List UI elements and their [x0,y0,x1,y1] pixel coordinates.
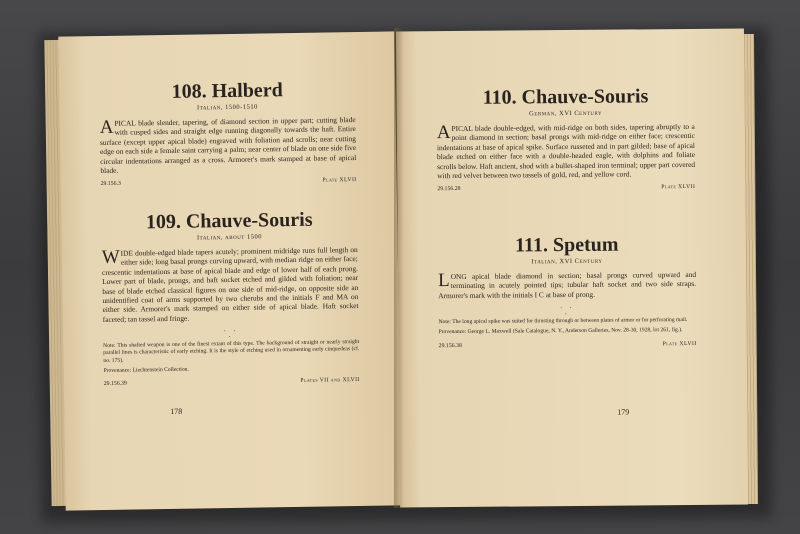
entry-body [102,245,359,324]
right-page [396,28,748,507]
drop-cap: A [99,116,114,139]
entry-note: Note: The long apical spike was suited for thrusting through or between plates of armor or for perforating mail. [438,317,688,326]
plate-reference: Plates VII and XLVII [300,377,360,384]
entry-body-text: IDE double-edged blade tapers acutely; prominent midridge runs full length on either side; long basal prongs curving upward, with median ridge on either face; crescentic indentations at base of apical blade and edge of lower half of each prong. Lower part of blade, prongs, and haft socket etched and gilded with foliation; near base of blade etched classical figures on one side of mid-ridge, on opposite side an unidentified coat of arms supported by two cherubs and the initials F and MA on either side. Armorer's mark stamped on either side of apical blade. Haft socket faceted; tan tassel and fringe. [101,244,359,324]
ornament-dots: . . . [223,325,239,340]
entry-109 [101,208,360,387]
entry-body-text: ONG apical blade diamond in section; basal prongs curved upward and terminating in acutely pointed tips; tubular haft socket and two side straps. Armorer's mark with the initials I C at base of prong. [438,269,697,300]
page-number-right: 179 [617,407,630,417]
entry-title: 110. Chauve-Souris [482,85,649,109]
entry-110 [436,85,695,193]
entry-provenance: Provenance: George L. Maxwell (Sale Catalogue, N. Y., Anderson Galleries, Nov. 28-30, 1928, lot 261, fig.). [438,327,683,336]
entry-subtitle: Italian, 1500-1510 [196,103,258,112]
reference-line [101,177,357,187]
entry-provenance: Provenance: Liechtenstein Collection. [103,366,189,374]
entry-subtitle: Italian, XVI Century [531,257,603,266]
accession-number: 29.156.38 [438,342,462,349]
entry-108 [99,78,357,187]
drop-cap: L [438,270,450,292]
entry-body [437,122,695,181]
plate-reference: Plate XLVII [661,184,696,191]
accession-number: 29.156.39 [103,380,127,388]
reference-line [104,377,360,387]
entry-note: Note: This shafted weapon is one of the finest extant of this type. The background of straight or nearly straight parallel lines is characteristic of early etching. It is the style of etching used in ornamenting early cinquedeas (cf. no. 175). [103,339,360,364]
entry-subtitle: Italian, about 1500 [196,233,263,242]
left-page [58,31,401,510]
drop-cap: A [436,122,451,144]
page-number-left: 178 [170,406,183,416]
entry-111 [438,233,697,349]
plate-reference: Plate XLVII [322,177,357,184]
drop-cap: W [101,246,120,269]
entry-title: 108. Halberd [171,79,283,103]
entry-title: 109. Chauve-Souris [145,208,313,234]
accession-number: 29.156.28 [437,186,461,193]
reference-line [439,341,697,349]
entry-body [100,115,357,175]
entry-body-text: PICAL blade double-edged, with mid-ridge on both sides, tapering abruptly to a point diamond in section; basal prongs with mid-ridge on either face; crescentic indentations at base of apical spike. Surface russeted and in part gilded; base of apical blade etched on either face with a double-headed eagle, with dolphins and foliate scrolls below. Haft ancient, shod with a bullet-shaped iron terminal; upper part covered with red velvet between two tassels of gold, red, and yellow cord. [436,121,696,181]
plate-reference: Plate XLVII [662,340,697,347]
reference-line [437,184,695,192]
accession-number: 29.156.3 [100,181,121,188]
entry-body [438,270,696,300]
entry-subtitle: German, XVI Century [529,109,603,118]
ornament-dots: . . . [560,302,575,317]
entry-body-text: PICAL blade slender, tapering, of diamond section in upper part; cutting blade with cusped sides and straight edge running diagonally towards the haft. Entire surface (except upper apical blade) engraved with foliation and scrolls; near cutting edge on each side a female saint carrying a palm; near center of blade on one side five circular indentations arranged as a cross. Armorer's mark stamped at base of apical blade. [99,115,357,176]
entry-title: 111. Spetum [515,233,619,257]
book-gutter-shadow [394,28,404,508]
